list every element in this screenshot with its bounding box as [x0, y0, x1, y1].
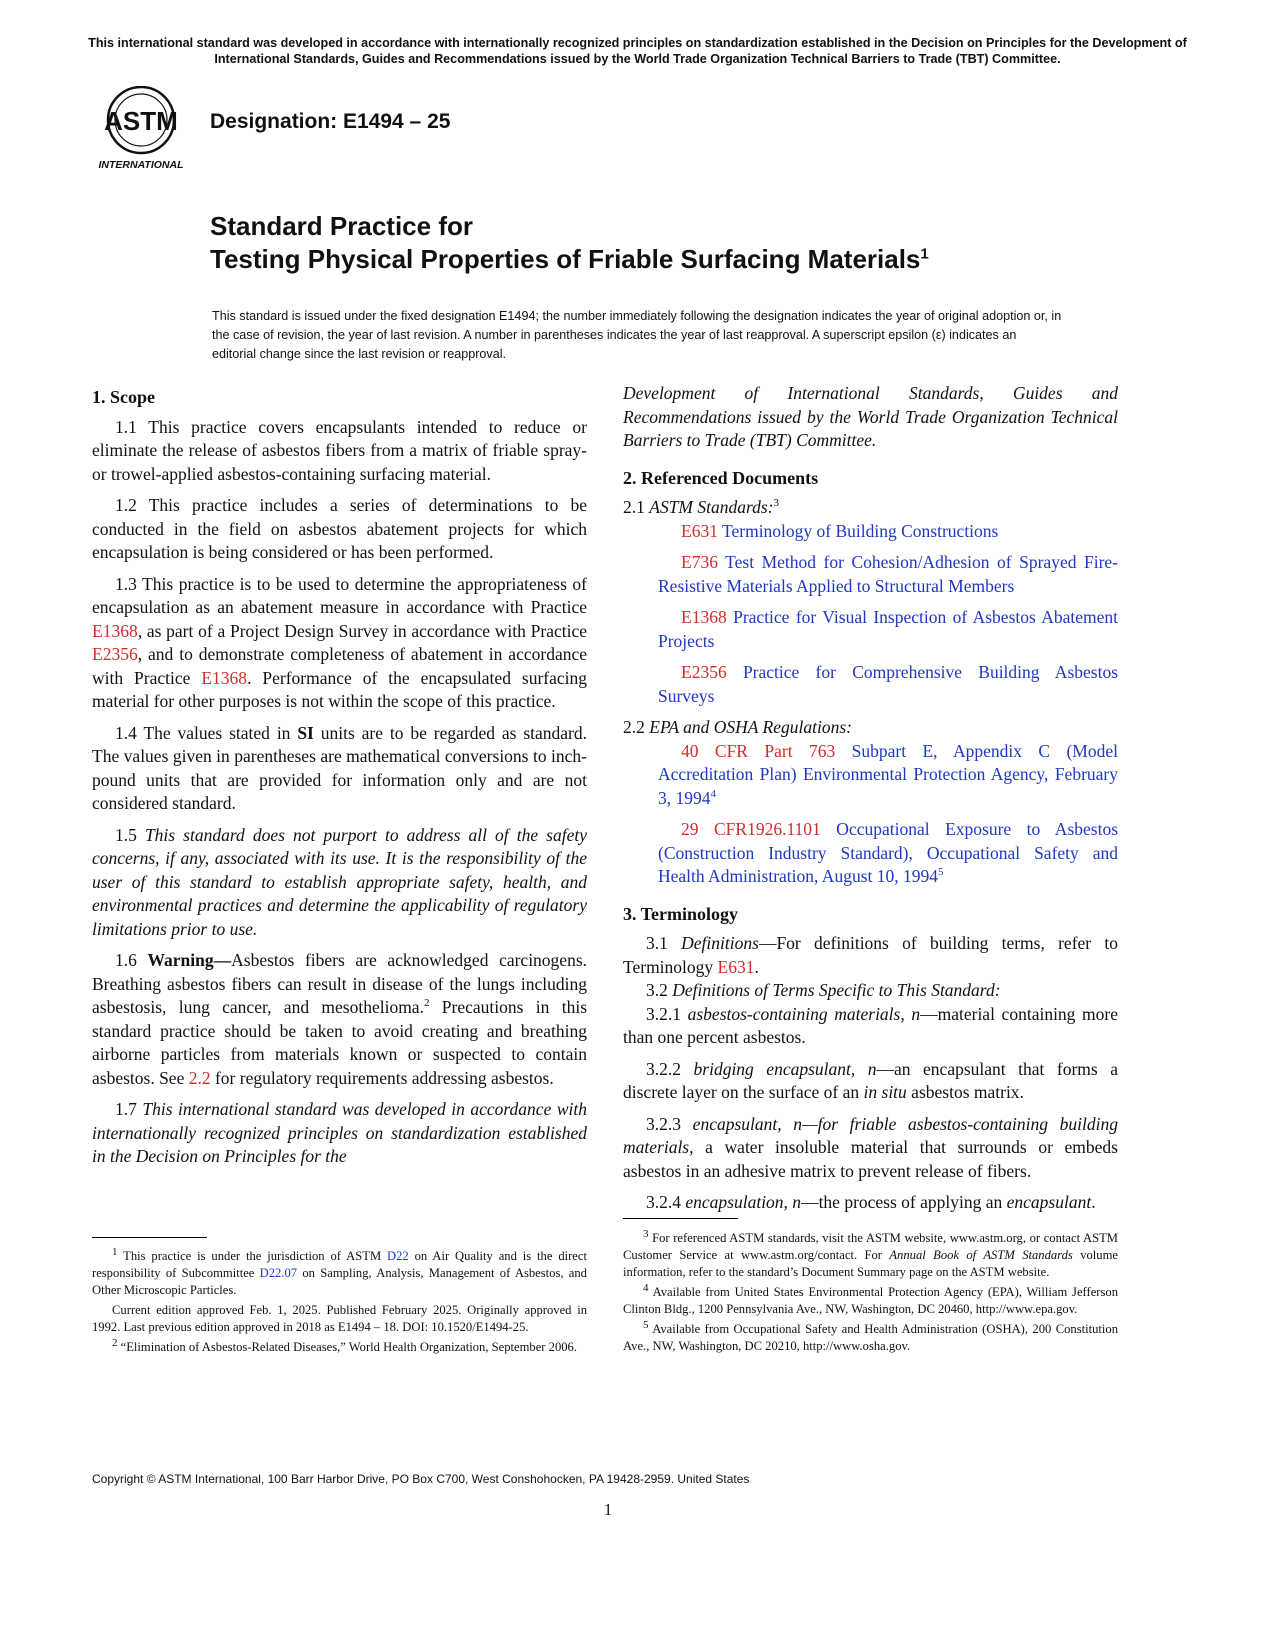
footnote-1: $^1$ This practice is under the jurisdiction of ASTM D22 on Air Quality and is the direct responsibility of Subcommittee D22.07 on Sampling, Analysis, Management of Asbestos, and Other Microscopic Particles. — [92, 1245, 587, 1297]
section-heading-terminology: 3. Terminology — [623, 903, 739, 924]
document-title — [210, 210, 1190, 276]
paragraph-1-6: 1.6 Warning—Asbestos fibers are acknowledged carcinogens. Breathing asbestos fibers can result in disease of the lungs including asbestosis, lung cancer, and mesothelioma.$^2$ Precautions in this standard practice should be taken to avoid creating and breathing airborne particles from materials known or suspected to contain asbestos. See 2.2 for regulatory requirements addressing asbestos. — [92, 950, 588, 1088]
paragraph-1-1: 1.1 This practice covers encapsulants intended to reduce or eliminate the release of asbestos fibers from a matrix of friable spray- or trowel-applied asbestos-containing surfacing material. — [92, 416, 587, 484]
link-d22-07[interactable]: D22.07 — [259, 1266, 298, 1280]
section-heading-scope: 1. Scope — [92, 387, 155, 407]
paragraph-3-2-4: 3.2.4 encapsulation, n—the process of applying an encapsulant. — [646, 1192, 1096, 1212]
section-heading-referenced-documents: 2. Referenced Documents — [623, 467, 819, 488]
paragraph-3-2-3: 3.2.3 encapsulant, n—for friable asbestos-containing building materials, a water insoluble material that surrounds or embeds asbestos in an adhesive matrix to prevent release of fibers. — [623, 1113, 1119, 1181]
paragraph-1-2: 1.2 This practice includes a series of determinations to be conducted in the field on asbestos abatement projects for which encapsulation is being considered or has been performed. — [92, 495, 587, 562]
referenced-standard-e1368[interactable]: E1368 Practice for Visual Inspection of Asbestos Abatement Projects — [658, 607, 1118, 651]
footnote-rule-right — [623, 1218, 738, 1219]
regulation-29cfr1926[interactable]: 29 CFR1926.1101 Occupational Exposure to Asbestos (Construction Industry Standard), Occupational Safety and Health Administration, August 10, 1994$^5$ — [658, 819, 1119, 886]
title-footnote-ref[interactable]: 1 — [920, 245, 929, 263]
paragraph-3-2-1: 3.2.1 asbestos-containing materials, n—material containing more than one percent asbestos. — [623, 1003, 1119, 1047]
footnotes-right — [623, 1227, 1118, 1358]
referenced-standard-e631[interactable]: E631 Terminology of Building Constructions — [681, 520, 999, 541]
paragraph-1-7-continued: Development of International Standards, Guides and Recommendations issued by the World Trade Organization Technical Barriers to Trade (TBT) Committee. — [623, 383, 1118, 450]
link-e1368[interactable]: E1368 — [92, 620, 138, 641]
astm-standards-label: 2.1 ASTM Standards:$^3$ — [623, 497, 780, 517]
copyright-notice: Copyright © ASTM International, 100 Barr Harbor Drive, PO Box C700, West Conshohocken, PA 19428-2959. United States — [92, 1472, 750, 1486]
epa-osha-label: 2.2 EPA and OSHA Regulations: — [623, 717, 852, 737]
designation: Designation: E1494 – 25 — [210, 110, 451, 133]
link-e631[interactable]: E631 — [717, 956, 755, 977]
paragraph-3-2: 3.2 Definitions of Terms Specific to This Standard: — [646, 980, 1001, 1000]
logo-international-text: INTERNATIONAL — [98, 159, 184, 171]
referenced-standard-e736[interactable]: E736 Test Method for Cohesion/Adhesion of Sprayed Fire-Resistive Materials Applied to Structural Members — [658, 552, 1118, 596]
title-line-1: Standard Practice for — [210, 211, 473, 241]
paragraph-3-1: 3.1 Definitions—For definitions of building terms, refer to Terminology E631. — [623, 933, 1119, 977]
footnote-2: $^2$ “Elimination of Asbestos-Related Diseases,” World Health Organization, September 2006. — [112, 1336, 577, 1354]
referenced-standards-list — [623, 520, 1118, 709]
left-column — [92, 382, 587, 1177]
footnote-3: $^3$ For referenced ASTM standards, visit the ASTM website, www.astm.org, or contact ASTM Customer Service at www.astm.org/contact. For Annual Book of ASTM Standards volume information, refer to the standard’s Document Summary page on the ASTM website. — [623, 1227, 1118, 1279]
footnote-5: $^5$ Available from Occupational Safety and Health Administration (OSHA), 200 Constitution Ave., NW, Washington, DC 20210, http://www.osha.gov. — [623, 1318, 1118, 1353]
tbt-banner: This international standard was developed in accordance with internationally recognized principles on standardization established in the Decision on Principles for the Development of International Standards, Guides and Recommendations issued by the World Trade Organization Technical Barriers to Trade (TBT) Committee. — [88, 36, 1187, 66]
right-column — [623, 382, 1118, 1223]
footnotes-left — [92, 1245, 587, 1359]
paragraph-1-4: 1.4 The values stated in SI units are to be regarded as standard. The values given in parentheses are mathematical conversions to inch-pound units that are provided for information only and are not considered standard. — [92, 722, 587, 813]
paragraph-1-3: 1.3 This practice is to be used to determine the appropriateness of encapsulation as an abatement measure in accordance with Practice E1368, as part of a Project Design Survey in accordance with Practice E2356, and to demonstrate completeness of abatement in accordance with Practice E1368. Performance of the encapsulated surfacing material for other purposes is not within the scope of this practice. — [92, 573, 587, 711]
footnote-1-edition: Current edition approved Feb. 1, 2025. Published February 2025. Originally approved in 1992. Last previous edition approved in 2018 as E1494 – 18. DOI: 10.1520/E1494-25. — [92, 1303, 587, 1334]
footnote-rule-left — [92, 1237, 207, 1238]
link-e2356[interactable]: E2356 — [92, 644, 138, 664]
logo-mark-text: ASTM — [104, 106, 178, 136]
paragraph-1-7: 1.7 This international standard was developed in accordance with internationally recognized principles on standardization established in the Decision on Principles for the — [92, 1099, 588, 1166]
astm-logo — [93, 86, 193, 176]
link-2-2[interactable]: 2.2 — [188, 1067, 211, 1088]
paragraph-3-2-2: 3.2.2 bridging encapsulant, n—an encapsulant that forms a discrete layer on the surface of an in situ asbestos matrix. — [623, 1058, 1118, 1102]
title-line-2: Testing Physical Properties of Friable Surfacing Materials$^1$ — [210, 244, 929, 274]
footnote-4: $^4$ Available from United States Environmental Protection Agency (EPA), William Jefferson Clinton Bldg., 1200 Pennsylvania Ave., NW, Washington, DC 20460, http://www.epa.gov. — [623, 1281, 1118, 1316]
link-d22[interactable]: D22 — [387, 1249, 409, 1263]
regulation-40cfr763[interactable]: 40 CFR Part 763 Subpart E, Appendix C (Model Accreditation Plan) Environmental Protection Agency, February 3, 1994$^4$ — [658, 740, 1118, 808]
paragraph-1-5: 1.5 This standard does not purport to address all of the safety concerns, if any, associated with its use. It is the responsibility of the user of this standard to establish appropriate safety, health, and environmental practices and determine the applicability of regulatory limitations prior to use. — [92, 824, 588, 939]
link-e1368-2[interactable]: E1368 — [201, 667, 248, 688]
issued-note: This standard is issued under the fixed designation E1494; the number immediately following the designation indicates the year of original adoption or, in the case of revision, the year of last revision. A number in parentheses indicates the year of last reapproval. A superscript epsilon (ε) indicates an editorial change since the last revision or reapproval. — [212, 309, 1062, 361]
page-number: 1 — [603, 1500, 613, 1519]
referenced-standard-e2356[interactable]: E2356 Practice for Comprehensive Building Asbestos Surveys — [658, 662, 1119, 706]
